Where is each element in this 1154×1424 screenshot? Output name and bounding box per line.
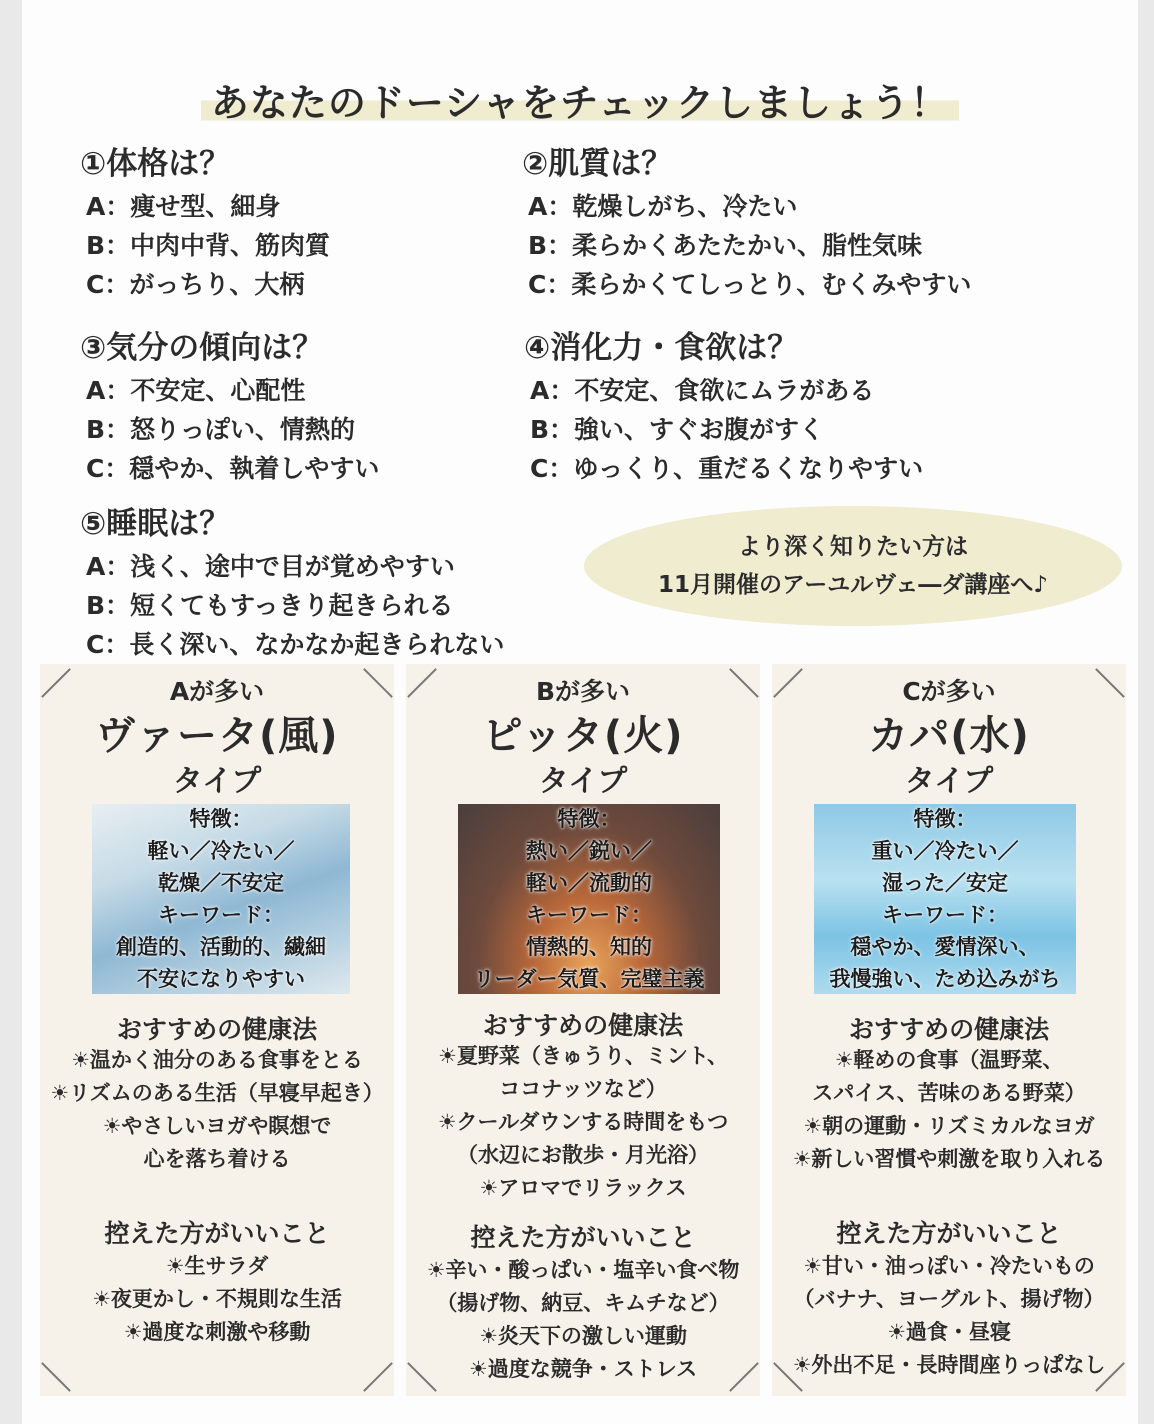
question-option: A：乾燥しがち、冷たい bbox=[528, 192, 798, 221]
feature-line: 特徴： bbox=[557, 807, 621, 831]
question-3 bbox=[80, 322, 379, 488]
feature-line: 情熱的、知的 bbox=[526, 935, 652, 959]
question-title: ④消化力・食欲は？ bbox=[524, 330, 799, 366]
page-title: あなたのドーシャをチェックしましょう！ bbox=[201, 72, 959, 127]
feature-line: リーダー気質、完璧主義 bbox=[473, 967, 705, 991]
question-option: B：怒りっぽい、情熱的 bbox=[86, 415, 356, 444]
dosha-count-label: Aが多い bbox=[169, 677, 265, 706]
feature-line: 熱い／鋭い／ bbox=[526, 839, 652, 863]
question-option: B：中肉中背、筋肉質 bbox=[86, 231, 331, 260]
feature-line: キーワード： bbox=[526, 903, 652, 927]
question-option: B：短くてもすっきり起きられる bbox=[86, 591, 454, 620]
fire-image bbox=[458, 804, 720, 994]
avoid-item: ☀過度な競争・ストレス bbox=[468, 1357, 698, 1381]
wind-image bbox=[92, 804, 350, 994]
dosha-name: カパ(水) bbox=[868, 713, 1030, 759]
question-option: C：ゆっくり、重だるくなりやすい bbox=[530, 454, 924, 483]
avoid-item: ☀生サラダ bbox=[165, 1254, 269, 1278]
water-image bbox=[814, 804, 1076, 994]
feature-line: 我慢強い、ため込みがち bbox=[829, 967, 1061, 991]
recommend-item: スパイス、苦味のある野菜） bbox=[812, 1081, 1086, 1105]
recommend-list bbox=[772, 1044, 1126, 1176]
recommend-item: ☀リズムのある生活（早寝早起き） bbox=[50, 1081, 384, 1105]
question-title: ①体格は？ bbox=[80, 146, 231, 182]
page bbox=[22, 0, 1138, 1424]
avoid-item: ☀夜更かし・不規則な生活 bbox=[92, 1287, 342, 1311]
recommend-item: ☀温かく油分のある食事をとる bbox=[71, 1048, 363, 1072]
recommend-heading: おすすめの健康法 bbox=[848, 1015, 1050, 1044]
avoid-item: ☀過度な刺激や移動 bbox=[123, 1320, 311, 1344]
title-wrap bbox=[22, 72, 1138, 127]
avoid-item: ☀炎天下の激しい運動 bbox=[479, 1324, 687, 1348]
dosha-count-label: Bが多い bbox=[535, 677, 631, 706]
avoid-item: （バナナ、ヨーグルト、揚げ物） bbox=[793, 1287, 1105, 1311]
avoid-item: ☀甘い・油っぽい・冷たいもの bbox=[803, 1254, 1095, 1278]
corner-decoration bbox=[363, 1362, 393, 1392]
dosha-type-label: タイプ bbox=[172, 764, 262, 799]
promo-line-1: より深く知りたい方は bbox=[738, 534, 968, 560]
feature-line: 不安になりやすい bbox=[137, 967, 305, 991]
dosha-type-label: タイプ bbox=[538, 764, 628, 799]
recommend-item: ☀軽めの食事（温野菜、 bbox=[834, 1048, 1064, 1072]
avoid-heading: 控えた方がいいこと bbox=[104, 1219, 330, 1248]
recommend-item: ☀アロマでリラックス bbox=[479, 1176, 687, 1200]
avoid-heading: 控えた方がいいこと bbox=[470, 1223, 696, 1252]
feature-line: 特徴： bbox=[189, 807, 253, 831]
recommend-item: ココナッツなど） bbox=[499, 1077, 667, 1101]
question-1 bbox=[80, 138, 330, 304]
recommend-list bbox=[40, 1044, 394, 1176]
vata-panel bbox=[40, 664, 394, 1396]
recommend-item: （水辺にお散歩・月光浴） bbox=[457, 1143, 709, 1167]
avoid-item: ☀辛い・酸っぱい・塩辛い食べ物 bbox=[426, 1258, 740, 1282]
avoid-list bbox=[772, 1250, 1126, 1382]
question-option: B：柔らかくあたたかい、脂性気味 bbox=[528, 231, 923, 260]
dosha-type-label: タイプ bbox=[904, 764, 994, 799]
feature-line: 創造的、活動的、繊細 bbox=[116, 935, 326, 959]
question-5 bbox=[80, 498, 504, 664]
pitta-panel bbox=[406, 664, 760, 1396]
question-option: A：浅く、途中で目が覚めやすい bbox=[86, 552, 455, 581]
feature-line: キーワード： bbox=[158, 903, 284, 927]
question-title: ③気分の傾向は？ bbox=[80, 330, 324, 366]
question-option: C：長く深い、なかなか起きられない bbox=[86, 630, 505, 659]
recommend-item: ☀クールダウンする時間をもつ bbox=[437, 1110, 729, 1134]
avoid-heading: 控えた方がいいこと bbox=[836, 1219, 1062, 1248]
avoid-item: ☀過食・昼寝 bbox=[887, 1320, 1011, 1344]
feature-line: キーワード： bbox=[882, 903, 1008, 927]
promo-line-2: 11月開催のアーユルヴェ―ダ講座へ♪ bbox=[657, 572, 1049, 598]
recommend-item: ☀やさしいヨガや瞑想で bbox=[102, 1114, 332, 1138]
question-option: A：不安定、食欲にムラがある bbox=[530, 376, 875, 405]
course-promo-badge bbox=[584, 506, 1122, 626]
question-title: ②肌質は？ bbox=[522, 146, 673, 182]
question-option: C：穏やか、執着しやすい bbox=[86, 454, 380, 483]
feature-line: 軽い／流動的 bbox=[526, 871, 652, 895]
feature-line: 穏やか、愛情深い、 bbox=[850, 935, 1040, 959]
feature-line: 軽い／冷たい／ bbox=[147, 839, 295, 863]
question-title: ⑤睡眠は？ bbox=[80, 506, 231, 542]
feature-line: 乾燥／不安定 bbox=[158, 871, 284, 895]
feature-line: 特徴： bbox=[913, 807, 977, 831]
question-option: A：不安定、心配性 bbox=[86, 376, 306, 405]
avoid-list bbox=[406, 1254, 760, 1386]
recommend-item: ☀朝の運動・リズミカルなヨガ bbox=[803, 1114, 1095, 1138]
question-4 bbox=[524, 322, 923, 488]
feature-line: 湿った／安定 bbox=[882, 871, 1008, 895]
question-option: C：柔らかくてしっとり、むくみやすい bbox=[528, 270, 972, 299]
avoid-item: （揚げ物、納豆、キムチなど） bbox=[436, 1291, 730, 1315]
question-option: A：痩せ型、細身 bbox=[86, 192, 281, 221]
question-option: B：強い、すぐお腹がすく bbox=[530, 415, 825, 444]
recommend-heading: おすすめの健康法 bbox=[116, 1015, 318, 1044]
recommend-item: ☀新しい習慣や刺激を取り入れる bbox=[792, 1147, 1106, 1171]
avoid-item: ☀外出不足・長時間座りっぱなし bbox=[792, 1353, 1106, 1377]
question-2 bbox=[522, 138, 971, 304]
corner-decoration bbox=[41, 1362, 71, 1392]
dosha-name: ヴァータ(風) bbox=[95, 713, 339, 759]
recommend-heading: おすすめの健康法 bbox=[482, 1011, 684, 1040]
recommend-item: 心を落ち着ける bbox=[143, 1147, 291, 1171]
recommend-item: ☀夏野菜（きゅうり、ミント、 bbox=[438, 1044, 728, 1068]
dosha-count-label: Cが多い bbox=[902, 677, 996, 706]
feature-line: 重い／冷たい／ bbox=[871, 839, 1019, 863]
kapha-panel bbox=[772, 664, 1126, 1396]
avoid-list bbox=[40, 1250, 394, 1349]
recommend-list bbox=[406, 1040, 760, 1205]
dosha-name: ピッタ(火) bbox=[482, 713, 684, 759]
question-option: C：がっちり、大柄 bbox=[86, 270, 305, 299]
